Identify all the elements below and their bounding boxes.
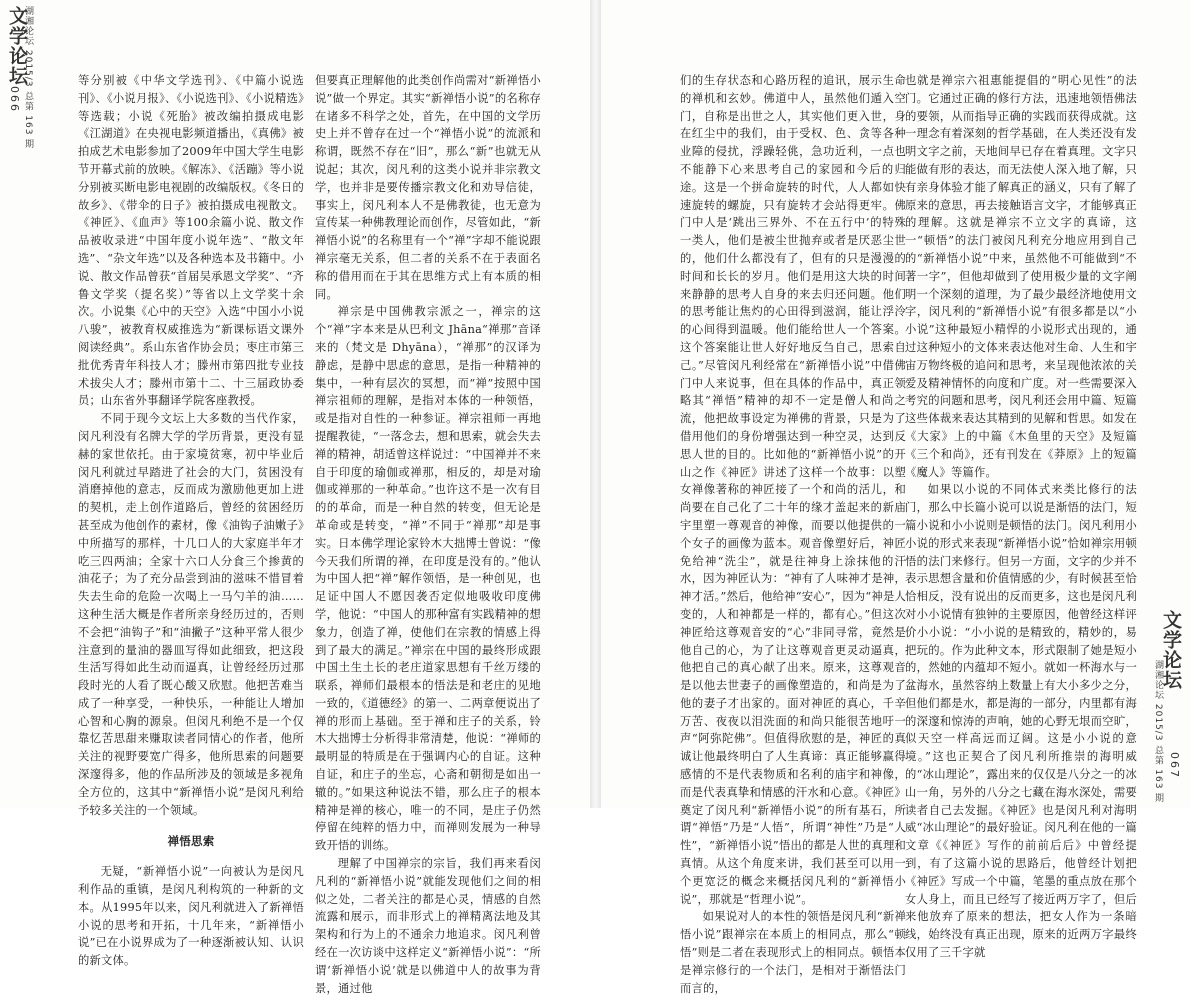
paragraph: 但要真正理解他的此类创作尚需对“新禅悟小说”做一个界定。其实“新禅悟小说”的名称存在诸多不科学之处，首先，在中国的文学历史上并不曾存在过一个“禅悟小说”的流派和称谓，既然不存在“旧”，那么“新”也就无从说起；其次，闵凡利的这类小说并非宗教文学，也并非是要传播宗教文化和劝导信徒，事实上，闵凡利本人不是佛教徒，也无意为宣传某一种佛教理论而创作，尽管如此，“新禅悟小说”的名称里有一个“禅”字却不能说跟禅宗毫无关系，但二者的关系不在于表面名称的借用而在于其在思维方式上有本质的相同。 bbox=[315, 74, 541, 301]
text-column-2 bbox=[315, 72, 541, 997]
paragraph: 们的生存状态和心路历程的追讯，展示生命的禅机和玄妙。佛道中人，虽然他们遁入空门，自称是出世之人，其实他们更入世，身在红尘中的我们，由于受权、色、贪等各种业障的侵扰，浮躁轻佻，急功近利，一点也不能静下心来思考自己的家园和今后的归途。这是一个拼命旋转的时代，人人都如快速旋转的螺旋，只有旋转才会站得更牢。佛门中人是‘跳出三界外、不在五行中’的特殊一类人，他们是被尘世抛弃或者是厌恶尘世的，他们什么都没有了，但有的只是漫漫的时间和长长的岁月。他们是用这大块的时间来静静的思考人自身的来去归还问题。他们的思考能让焦灼的心田得到滋润，能让浮泠的心间得到温暖。他们能给世人一个答案。这个答案能让世人好好地反刍自己，思索自己。”尽管闵凡利经常在“新禅悟小说”中借佛门中人来说事，但在具体的作品中，真正领略其“禅悟”精神的却不一定是僧人和尚之流，他把故事设定为禅佛的背景，只是为了借用他们的身份增强达到一种空灵，达到反思人世的目的。比如他的“新禅悟小说”的开山之作《神匠》讲述了这样一个故事：以塑女禅像著称的神匠接了一个和尚的活儿，和尚要在自己化了二十年的缘才盖起来的新庙宇里塑一尊观音的神像，而要以他提供的一个女子的画像为蓝本。观音像塑好后，神匠免给神“洗尘”，就是往神身上涂抹他的汗水，因为神匠认为：“神有了人味神才是神，神才活。”然后，他给神“安心”，因为“神是人变的，人和神都是一样的，都有心。”但这次神匠给这尊观音安的“心”非同寻常，竟然是他自己的心，为了让这尊观音更灵动逼真，他把自己的真心献了出来。原来，这尊观音是以他去世妻子的画像塑造的，和尚是为了他的妻子才出家的。面对神匠的真心，千辛万苦、夜夜以泪洗面的和尚只能很苦地吁一声“阿弥陀佛”。但值得欣慰的是，神匠的真诚让他最终明白了人生真谛：真正能够赢得感情的不是代表物质和名利的庙宇和神像，而是代表真挚和情感的汗水和心意。《神匠》奠定了闵凡利“新禅悟小说”的所有基石，所谓“禅悟”乃是“人悟”，所谓“神性”乃是“人性”，“新禅悟小说”悟出的都是人世的真理和真情。从这个角度来讲，我们甚至可以用一个更宽泛的概念来概括闵凡利的“新禅悟小说”，那就是“哲理小说”。 bbox=[680, 74, 906, 906]
paragraph: 如果说对人的本性的领悟是闵凡利“新禅悟小说”跟禅宗在本质上的相同点，那么“顿悟”则是二者在表现形式上的相同点。顿悟本是禅宗修行的一个法门，是相对于渐悟法门而言的， bbox=[680, 910, 906, 995]
issue-info: 湖湘论坛 2015/3 总第 163 期 bbox=[1153, 660, 1163, 804]
text-column-4 bbox=[905, 72, 1137, 962]
text-column-1 bbox=[78, 72, 304, 970]
text-column-3 bbox=[680, 72, 906, 997]
paragraph: 无疑，“新禅悟小说”一向被认为是闵凡利作品的重镇，是闵凡利构筑的一种新的文本。从1995年以来，闵凡利就进入了新禅悟小说的思考和开拓，十几年来，“新禅悟小说”已在小说界成为了一种逐渐被认知、认识的新文体。 bbox=[78, 865, 304, 968]
paragraph: 禅宗是中国佛教宗派之一，禅宗的这个“禅”字本来是从巴利文 Jhāna“禅那”音译来的（梵文是 Dhyāna），“禅那”的汉译为静虑，是静中思虑的意思，是指一种精神的集中，一种有层次的冥想，而“禅”按照中国禅宗祖师的理解，是指对本体的一种领悟，或是指对自性的一种参证。禅宗祖师一再地提醒教徒，“一落念去，想和思索，就会失去禅的精神，胡适曾这样说过：“中国禅并不来自于印度的瑜伽或禅那，相反的，却是对瑜伽或禅那的一种革命。”也许这不是一次有目的的革命，而是一种自然的转变，但无论是革命或是转变，“禅”不同于“禅那”却是事实。日本佛学理论家铃木大拙博士曾说：“像今天我们所谓的禅，在印度是没有的。”他认为中国人把“禅”解作领悟，是一种创见，也足证中国人不愿因袭否定似地吸收印度佛学，他说：“中国人的那种富有实践精神的想象力，创造了禅，使他们在宗教的情感上得到了最大的满足。”禅宗在中国的最终形成跟中国土生土长的老庄道家思想有千丝万缕的联系，禅师们最根本的悟法是和老庄的见地一致的，《道德经》的第一、二两章便说出了禅的形而上基础。至于禅和庄子的关系，铃木大拙博士分析得非常清楚，他说：“禅师的最明显的特质是在于强调内心的自证。这种自证，和庄子的坐忘，心斋和朝彻是如出一辙的。”如果这种说法不错，那么庄子的根本精神是禅的核心，唯一的不同，是庄子仍然停留在纯粹的悟力中，而禅则发展为一种导致开悟的训练。 bbox=[315, 305, 541, 853]
paragraph: 等分别被《中华文学选刊》、《中篇小说选刊》、《小说月报》、《小说选刊》、《小说精选》等选载；小说《死胎》被改编拍摄成电影《江湖道》在央视电影频道播出，《真佛》被拍成艺术电影参加了2009年中国大学生电影节开幕式前的放映。《解冻》、《活蹦》等小说分别被买断电影电视剧的改编版权。《冬日的故乡》、《带伞的日子》被拍摄成电视散文。《神匠》、《血声》等100余篇小说、散文作品被收录进“中国年度小说年选”、“散文年选”、“杂文年选”以及各种选本及书籍中。小说、散文作品曾获“首届吴承恩文学奖”、“齐鲁文学奖（提名奖）”等省以上文学奖十余次。小说集《心中的天空》入选“中国小小说八骏”，被教育权威推选为“新课标语文课外阅读经典”。系山东省作协会员；枣庄市第三批优秀青年科技人才；滕州市第四批专业技术拔尖人才；滕州市第十二、十三届政协委员；山东省外事翻译学院客座教授。 bbox=[78, 74, 304, 408]
right-page-rail bbox=[1151, 0, 1191, 808]
page-gutter bbox=[590, 0, 601, 808]
paragraph: 如果以小说的不同体式来类比修行的法门，那么中长篇小说可以说是渐悟的法门，短篇小说和小小说则是顿悟的法门。闵凡利用小小说的形式来表现“新禅悟小说”恰如禅宗用顿悟的法门来修行。但另一方面，文字的少并不表示思想含量和价值情感的少，有时候甚至恰恰相反，没有说出的反而更多，这也是闵凡利对小小说情有独钟的主要原因，他曾经这样评价小小说：“小小说的是精致的，精妙的，易把玩的。作为此种文本，形式限制了她是短小的，然她的内蕴却不短小。就如一杯海水与一盆海水，虽然容纳上数量上有大小多少之分，但他们都是水，都是海的一部分，内里都有海的深邃和惊涛的声响，她的心野无垠而空旷，似天空一样高远而辽阔。这是小小说的意境。”这也正契合了闵凡利所推崇的海明威的“冰山理论”，露出来的仅仅是八分之一的冰山一角，另外的八分之七藏在海水深处，需要读者自己去发掘。《神匠》也是闵凡利对海明威“冰山理论”的最好验证。闵凡利在他的一篇文章《《神匠》写作的前前后后》中曾经提到，有了这篇小说的思路后，他曾经计划把《神匠》写成一个中篇，笔墨的重点放在那个女人身上，而且已经写了接近两万字了，但后来他放弃了原来的想法，把女人作为一条暗线，始终没有真正出现，原来的近两万字最终仅用了三千字就 bbox=[905, 483, 1137, 960]
magazine-brand: 文学论坛 bbox=[1160, 610, 1182, 690]
magazine-brand: 文学论坛 bbox=[6, 6, 28, 86]
page-number: 066 bbox=[8, 86, 21, 113]
issue-info: 湖湘论坛 2015/3 总第 163 期 bbox=[23, 6, 33, 150]
left-page bbox=[0, 0, 590, 995]
page-number: 067 bbox=[1168, 752, 1181, 779]
right-page bbox=[601, 0, 1191, 995]
paragraph: 不同于现今文坛上大多数的当代作家，闵凡利没有名牌大学的学历背景，更没有显赫的家世依托。由于家境贫寒，初中毕业后闵凡利就过早踏进了社会的大门，贫困没有消磨掉他的意志，反而成为激励他更加上进的契机，走上创作道路后，曾经的贫困经历甚至成为他创作的素材，像《油钩子油嫩子》中所描写的那样，十几口人的大家庭半年才吃三四两油；全家十六口人分食三个掺黄的油花子；为了充分品尝到油的滋味不惜冒着失去生命的危险一次喝上一马勺羊的油……这种生活大概是作者所亲身经历过的，否则不会把“油钩子”和“油撇子”这种平常人很少注意到的量油的器皿写得如此细致，把这段生活写得如此生动而逼真，让曾经经历过那段时光的人看了既心酸又欣慰。他把苦难当成了一种享受，一种快乐，一种能让人增加心智和心胸的源泉。但闵凡利绝不是一个仅靠忆苦思甜来赚取读者同情心的作者，他所关注的视野要宽广得多，他所思索的问题要深邃得多，他的作品所涉及的领域是多视角全方位的，这其中“新禅悟小说”是闵凡利给予较多关注的一个领域。 bbox=[78, 412, 304, 817]
paragraph: 也就是禅宗六祖惠能提倡的“明心见性”的法门。它通过正确的修行方法，迅速地领悟佛法的要领，从而指导正确的实践而获得成就。这一理念有着深刻的哲学基础，在人类还没有发明文字之前，天地间早已存在着真理。文字只能做有形的表达，而无法使人深入地了解，只有亲身体验才能了解真正的涵义，只有了解了原来的意思，再去接触语言文字，才能够真正的理解。这就是禅宗不立文字的真谛，这一“顿悟”的法门被闵凡利充分地应用到自己的“新禅悟小说”中来，虽然他不可能做到“不著一字”，但他却做到了使用极少量的文字阐明一个深刻的道理，为了最少最经济地使用文字，闵凡利的“新禅悟小说”有很多都是以“小小说”这种最短小精悍的小说形式出现的，通过这种短小的文体来表达他对生命、人生和宇宙万物终极的追问和思考，来呈现他浓浓的关爱及精神情怀的向度和广度。对一些需要深入考究的问题和思考，闵凡利还会用中篇、短篇这些体裁来表达其精到的见解和哲思。如发在《大家》上的中篇《木鱼里的天空》及短篇《三个和尚》，还有刊发在《莽原》上的短篇《魔人》等篇作。 bbox=[905, 74, 1137, 479]
section-heading: 禅悟思索 bbox=[167, 834, 215, 849]
paragraph: 理解了中国禅宗的宗旨，我们再来看闵凡利的“新禅悟小说”就能发现他们之间的相似之处，二者关注的都是心灵，情感的自然流露和展示，而非形式上的禅精离法地及其架构和行为上的不通余力地追求。闵凡利曾经在一次访谈中这样定义“新禅悟小说”：“所谓‘新禅悟小说’就是以佛道中人的故事为背景，通过他 bbox=[315, 857, 541, 995]
left-page-rail bbox=[0, 0, 40, 808]
